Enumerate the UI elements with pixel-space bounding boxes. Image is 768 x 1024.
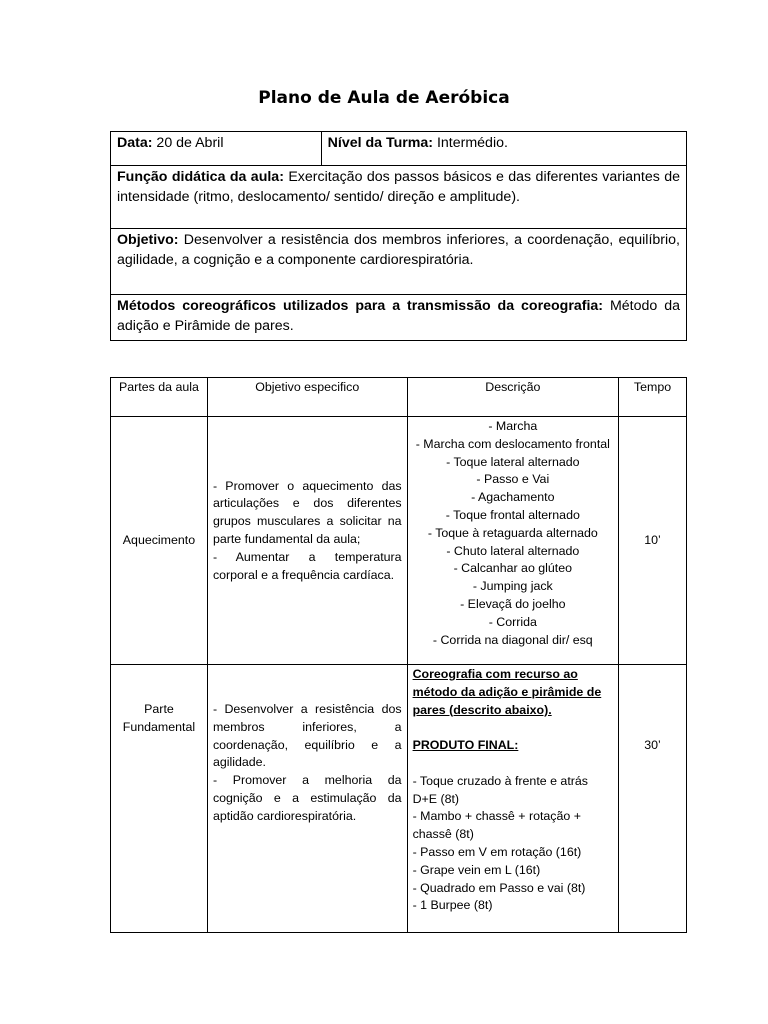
warmup-part: Aquecimento [111,417,208,665]
header-objective: Objetivo especifico [207,378,407,417]
objective-label: Objetivo: [117,232,179,248]
function-value: Exercitação dos passos básicos e das diferentes variantes de intensidade (ritmo, deslocamento/ sentido/ direção e amplitude). [117,169,681,205]
warmup-step-2: - Marcha com deslocamento frontal [415,436,610,451]
warmup-step-13: - Corrida na diagonal dir/ esq [432,632,593,647]
fundamental-objective-2: - Promover a melhoria da cognição e a estimulação da aptidão cardiorespiratória. [212,773,402,823]
date-value: 20 de Abril [152,135,224,151]
warmup-time: 10’ [619,417,687,665]
fundamental-description [407,665,619,933]
level-label: Nível da Turma: [327,135,434,151]
header-parts: Partes da aula [111,378,208,417]
fundamental-step-2: - Mambo + chassê + rotação + chassê (8t) [412,809,581,842]
warmup-step-6: - Toque frontal alternado [445,507,580,522]
date-cell [111,132,322,166]
fundamental-step-1: - Toque cruzado à frente e atrás D+E (8t) [412,773,588,806]
methods-label: Métodos coreográficos utilizados para a transmissão da coreografia: [117,298,604,314]
level-value: Intermédio. [433,135,508,151]
warmup-step-5: - Agachamento [471,490,555,505]
info-row-function [111,166,687,229]
final-product-heading: PRODUTO FINAL: [412,738,519,753]
warmup-objectives [207,417,407,665]
objective-cell [111,229,687,295]
header-description: Descrição [407,378,619,417]
fundamental-step-5: - Quadrado em Passo e vai (8t) [412,880,586,895]
warmup-objective-2: - Aumentar a temperatura corporal e a frequência cardíaca. [212,549,402,582]
fundamental-step-4: - Grape vein em L (16t) [412,862,541,877]
lesson-plan-table [110,377,687,933]
objective-value: Desenvolver a resistência dos membros inferiores, a coordenação, equilíbrio, agilidade, a cognição e a componente cardiorespiratória. [117,232,680,268]
function-label: Função didática da aula: [117,169,284,185]
warmup-step-1: - Marcha [488,419,538,433]
fundamental-objectives [207,665,407,933]
info-row-objective [111,229,687,295]
fundamental-step-3: - Passo em V em rotação (16t) [412,844,582,859]
methods-cell [111,295,687,341]
fundamental-step-6: - 1 Burpee (8t) [412,898,493,913]
fundamental-time: 30’ [619,665,687,933]
info-row-date-level [111,132,687,166]
warmup-step-10: - Jumping jack [472,579,553,594]
warmup-description [407,417,619,665]
fundamental-row [111,665,687,933]
level-cell [321,132,686,166]
date-label: Data: [117,135,153,151]
warmup-step-4: - Passo e Vai [476,472,550,487]
warmup-row [111,417,687,665]
fundamental-objective-1: - Desenvolver a resistência dos membros inferiores, a coordenação, equilíbrio e a agilidade. [212,702,402,770]
document-title: Plano de Aula de Aeróbica [258,88,510,108]
warmup-objective-1: - Promover o aquecimento das articulações e dos diferentes grupos musculares a solicitar na parte fundamental da aula; [212,478,402,546]
warmup-step-11: - Elevaçã do joelho [460,596,566,611]
warmup-step-3: - Toque lateral alternado [446,454,580,469]
info-row-methods [111,295,687,341]
warmup-step-9: - Calcanhar ao glúteo [453,561,573,576]
function-cell [111,166,687,229]
class-info-table [110,131,687,341]
methods-value: Método da adição e Pirâmide de pares. [117,298,680,334]
lesson-header-row [111,378,687,417]
choreography-heading: Coreografia com recurso ao método da adição e pirâmide de pares (descrito abaixo). [412,667,602,717]
fundamental-part: Parte Fundamental [111,665,208,933]
warmup-step-8: - Chuto lateral alternado [446,543,580,558]
warmup-step-7: - Toque à retaguarda alternado [427,525,598,540]
warmup-step-12: - Corrida [488,614,537,629]
header-time: Tempo [619,378,687,417]
